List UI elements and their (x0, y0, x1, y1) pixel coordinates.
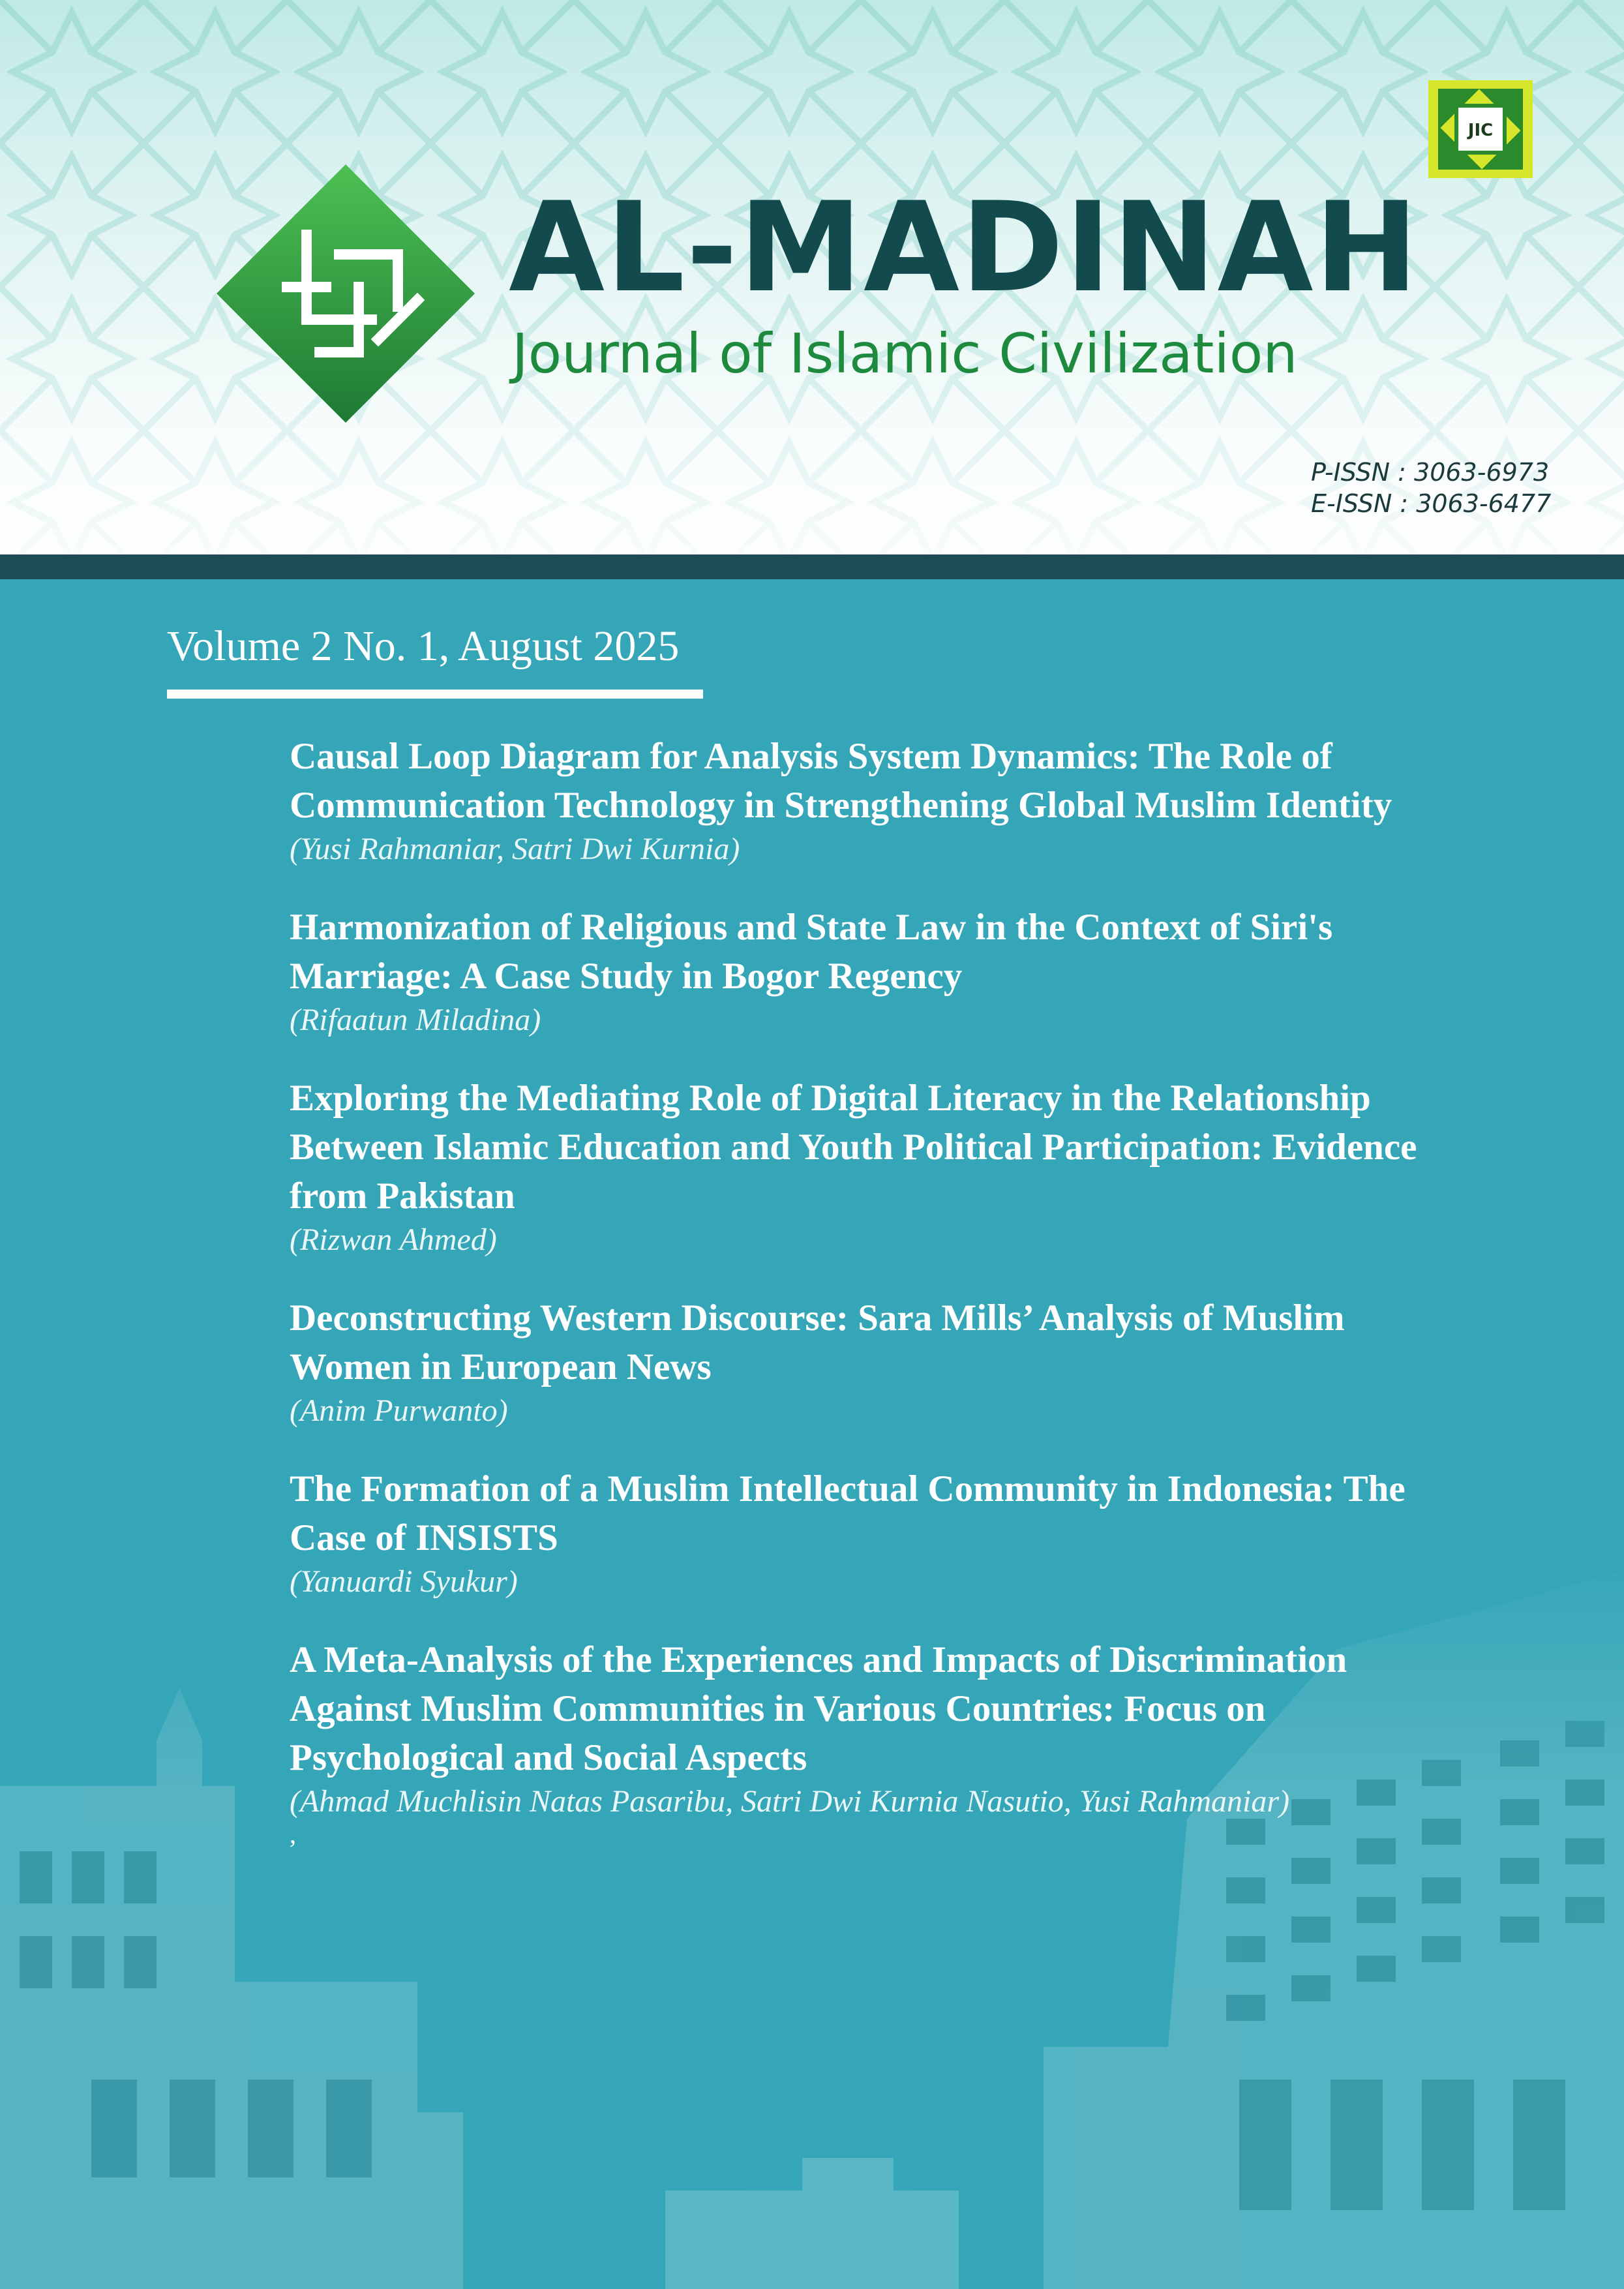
journal-subtitle: Journal of Islamic Civilization (512, 322, 1298, 386)
article-authors: (Anim Purwanto) (290, 1393, 508, 1428)
article-authors: (Yusi Rahmaniar, Satri Dwi Kurnia) (290, 832, 740, 866)
article-authors: (Rizwan Ahmed) (290, 1222, 497, 1257)
article-authors: (Rifaatun Miladina) (290, 1003, 541, 1037)
article-title[interactable]: Deconstructing Western Discourse: Sara Mills’ Analysis of Muslim Women in European News (290, 1297, 1345, 1387)
article-title[interactable]: Exploring the Mediating Role of Digital Literacy in the Relationship Between Islamic Education and Youth Political Participation: Evidence from Pakistan (290, 1078, 1417, 1217)
issue-label: Volume 2 No. 1, August 2025 (167, 622, 680, 670)
table-of-contents (290, 732, 1464, 1881)
article-title[interactable]: Causal Loop Diagram for Analysis System Dynamics: The Role of Communication Technology in Strengthening Global Muslim Identity (290, 736, 1392, 826)
header-divider (0, 554, 1624, 579)
article-title[interactable]: A Meta-Analysis of the Experiences and Impacts of Discrimination Against Muslim Communities in Various Countries: Focus on Psychological and Social Aspects (290, 1639, 1347, 1778)
cover-header (0, 0, 1624, 554)
journal-logo-icon (209, 157, 483, 431)
issn-block (1311, 457, 1551, 519)
article-item[interactable] (290, 903, 1464, 1040)
article-authors: (Ahmad Muchlisin Natas Pasaribu, Satri Dwi Kurnia Nasutio, Yusi Rahmaniar) (290, 1784, 1290, 1819)
e-issn: E-ISSN : 3063-6477 (1311, 489, 1552, 518)
article-item[interactable] (290, 1074, 1464, 1260)
p-issn: P-ISSN : 3063-6973 (1311, 458, 1550, 487)
article-item[interactable] (290, 1635, 1464, 1847)
article-item[interactable] (290, 1464, 1464, 1601)
issue-underline (167, 690, 703, 699)
trailing-comma: , (290, 1819, 296, 1849)
article-item[interactable] (290, 1294, 1464, 1431)
journal-title: AL-MADINAH (509, 175, 1420, 320)
badge-label: JIC (1467, 121, 1494, 140)
jic-badge-icon (1425, 77, 1536, 181)
article-item[interactable] (290, 732, 1464, 869)
article-authors: (Yanuardi Syukur) (290, 1564, 518, 1599)
article-title[interactable]: The Formation of a Muslim Intellectual Community in Indonesia: The Case of INSISTS (290, 1468, 1406, 1558)
article-title[interactable]: Harmonization of Religious and State Law in the Context of Siri's Marriage: A Case Study in Bogor Regency (290, 907, 1333, 997)
